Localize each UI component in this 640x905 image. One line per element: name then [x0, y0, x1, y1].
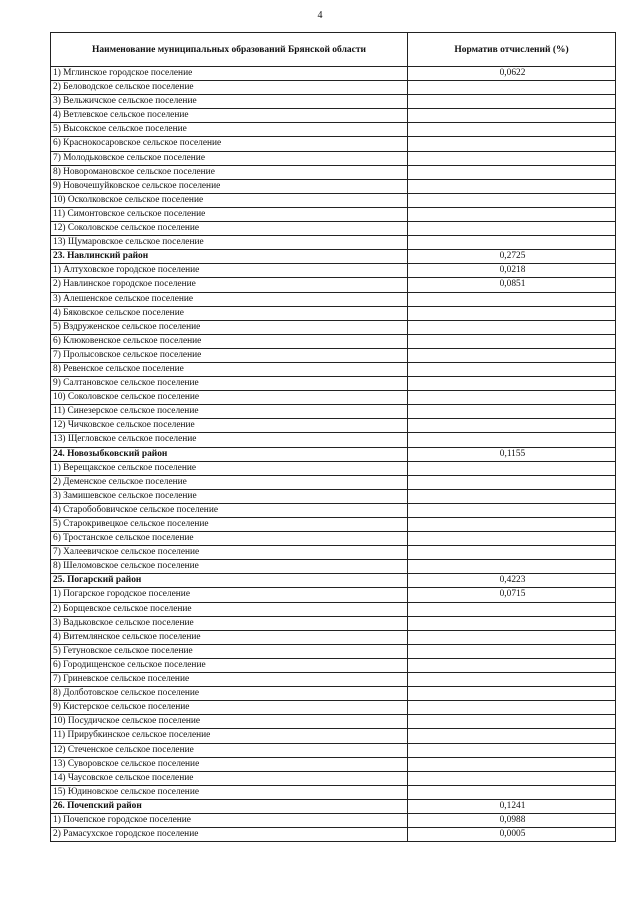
allocation-rate-cell — [408, 673, 616, 687]
settlement-name: 8) Шеломовское сельское поселение — [51, 560, 408, 574]
settlement-name: 2) Деменское сельское поселение — [51, 475, 408, 489]
table-row — [51, 743, 616, 757]
allocation-rate-cell — [408, 95, 616, 109]
district-name: 26. Почепский район — [51, 799, 408, 813]
allocation-table — [50, 32, 616, 842]
settlement-name: 12) Стеченское сельское поселение — [51, 743, 408, 757]
table-row — [51, 673, 616, 687]
table-row — [51, 306, 616, 320]
settlement-name: 9) Салтановское сельское поселение — [51, 377, 408, 391]
allocation-rate-cell — [408, 151, 616, 165]
allocation-rate-cell — [408, 236, 616, 250]
settlement-name: 8) Долботовское сельское поселение — [51, 687, 408, 701]
allocation-rate-cell: 0,1241 — [408, 799, 616, 813]
allocation-rate-cell — [408, 165, 616, 179]
table-row — [51, 503, 616, 517]
table-row — [51, 518, 616, 532]
allocation-rate-cell — [408, 701, 616, 715]
settlement-name: 9) Кистерское сельское поселение — [51, 701, 408, 715]
allocation-rate-cell — [408, 362, 616, 376]
table-row — [51, 193, 616, 207]
settlement-name: 10) Посудичское сельское поселение — [51, 715, 408, 729]
allocation-rate-cell — [408, 123, 616, 137]
allocation-rate-cell — [408, 419, 616, 433]
table-row — [51, 222, 616, 236]
allocation-rate-cell — [408, 729, 616, 743]
table-row — [51, 236, 616, 250]
table-row — [51, 419, 616, 433]
allocation-rate-cell — [408, 602, 616, 616]
allocation-rate-cell — [408, 109, 616, 123]
settlement-name: 13) Щумаровское сельское поселение — [51, 236, 408, 250]
settlement-name: 6) Краснокосаровское сельское поселение — [51, 137, 408, 151]
settlement-name: 3) Алешенское сельское поселение — [51, 292, 408, 306]
table-row — [51, 67, 616, 81]
allocation-rate-cell — [408, 715, 616, 729]
settlement-name: 1) Верещакское сельское поселение — [51, 461, 408, 475]
allocation-rate-cell — [408, 433, 616, 447]
allocation-rate-cell: 0,0851 — [408, 278, 616, 292]
allocation-rate-cell — [408, 743, 616, 757]
settlement-name: 3) Вельжичское сельское поселение — [51, 95, 408, 109]
allocation-rate-cell — [408, 475, 616, 489]
table-row — [51, 588, 616, 602]
table-row — [51, 616, 616, 630]
settlement-name: 3) Замишевское сельское поселение — [51, 489, 408, 503]
table-row — [51, 334, 616, 348]
settlement-name: 2) Навлинское городское поселение — [51, 278, 408, 292]
district-name: 25. Погарский район — [51, 574, 408, 588]
settlement-name: 14) Чаусовское сельское поселение — [51, 771, 408, 785]
table-row — [51, 461, 616, 475]
allocation-rate-cell — [408, 785, 616, 799]
table-row — [51, 630, 616, 644]
allocation-rate-column-header: Норматив отчислений (%) — [408, 33, 616, 67]
allocation-rate-cell: 0,0218 — [408, 264, 616, 278]
allocation-rate-cell: 0,0622 — [408, 67, 616, 81]
table-row — [51, 729, 616, 743]
table-row — [51, 391, 616, 405]
allocation-rate-cell — [408, 489, 616, 503]
table-row — [51, 658, 616, 672]
table-row — [51, 348, 616, 362]
table-row — [51, 757, 616, 771]
settlement-name: 15) Юдиновское сельское поселение — [51, 785, 408, 799]
table-row — [51, 602, 616, 616]
allocation-rate-cell: 0,0005 — [408, 828, 616, 842]
table-row — [51, 828, 616, 842]
settlement-name: 9) Новочешуйковское сельское поселение — [51, 179, 408, 193]
allocation-rate-cell — [408, 292, 616, 306]
allocation-rate-cell — [408, 518, 616, 532]
allocation-rate-cell: 0,2725 — [408, 250, 616, 264]
settlement-name: 10) Соколовское сельское поселение — [51, 391, 408, 405]
allocation-rate-cell — [408, 306, 616, 320]
settlement-name: 7) Халеевичское сельское поселение — [51, 546, 408, 560]
table-row — [51, 701, 616, 715]
allocation-rate-cell — [408, 193, 616, 207]
district-row — [51, 447, 616, 461]
table-header-row — [51, 33, 616, 67]
allocation-rate-cell — [408, 532, 616, 546]
table-row — [51, 264, 616, 278]
allocation-rate-cell: 0,4223 — [408, 574, 616, 588]
district-row — [51, 574, 616, 588]
settlement-name: 8) Новоромановское сельское поселение — [51, 165, 408, 179]
settlement-name: 2) Беловодское сельское поселение — [51, 81, 408, 95]
table-row — [51, 433, 616, 447]
table-row — [51, 813, 616, 827]
settlement-name: 5) Гетуновское сельское поселение — [51, 644, 408, 658]
allocation-rate-cell — [408, 391, 616, 405]
table-row — [51, 278, 616, 292]
allocation-rate-cell — [408, 644, 616, 658]
settlement-name: 4) Старобобовичское сельское поселение — [51, 503, 408, 517]
allocation-rate-cell — [408, 560, 616, 574]
table-row — [51, 179, 616, 193]
settlement-name: 6) Тростанское сельское поселение — [51, 532, 408, 546]
settlement-name: 1) Погарское городское поселение — [51, 588, 408, 602]
allocation-rate-cell — [408, 405, 616, 419]
settlement-name: 8) Ревенское сельское поселение — [51, 362, 408, 376]
settlement-name: 1) Алтуховское городское поселение — [51, 264, 408, 278]
table-row — [51, 292, 616, 306]
table-row — [51, 137, 616, 151]
table-row — [51, 715, 616, 729]
table-row — [51, 81, 616, 95]
table-row — [51, 475, 616, 489]
allocation-rate-cell — [408, 461, 616, 475]
table-row — [51, 95, 616, 109]
settlement-name: 5) Высокское сельское поселение — [51, 123, 408, 137]
settlement-name: 6) Городищенское сельское поселение — [51, 658, 408, 672]
table-row — [51, 771, 616, 785]
table-row — [51, 532, 616, 546]
settlement-name: 11) Симонтовское сельское поселение — [51, 207, 408, 221]
settlement-name: 12) Соколовское сельское поселение — [51, 222, 408, 236]
table-row — [51, 362, 616, 376]
allocation-rate-cell — [408, 503, 616, 517]
allocation-rate-cell: 0,1155 — [408, 447, 616, 461]
allocation-rate-cell — [408, 630, 616, 644]
settlement-name: 7) Пролысовское сельское поселение — [51, 348, 408, 362]
table-row — [51, 123, 616, 137]
page-number: 4 — [317, 10, 323, 21]
settlement-name: 12) Чичковское сельское поселение — [51, 419, 408, 433]
settlement-name: 13) Суворовское сельское поселение — [51, 757, 408, 771]
settlement-name: 7) Молодьковское сельское поселение — [51, 151, 408, 165]
allocation-rate-cell — [408, 320, 616, 334]
settlement-name: 6) Клюковенское сельское поселение — [51, 334, 408, 348]
district-row — [51, 799, 616, 813]
allocation-rate-cell — [408, 348, 616, 362]
district-name: 24. Новозыбковский район — [51, 447, 408, 461]
settlement-name: 10) Осколковское сельское поселение — [51, 193, 408, 207]
allocation-rate-cell — [408, 687, 616, 701]
settlement-name: 2) Борщевское сельское поселение — [51, 602, 408, 616]
table-row — [51, 377, 616, 391]
allocation-rate-cell — [408, 377, 616, 391]
settlement-name: 4) Витемлянское сельское поселение — [51, 630, 408, 644]
table-row — [51, 405, 616, 419]
allocation-rate-cell — [408, 81, 616, 95]
allocation-rate-cell — [408, 616, 616, 630]
settlement-name: 5) Вздруженское сельское поселение — [51, 320, 408, 334]
table-row — [51, 165, 616, 179]
allocation-rate-cell — [408, 546, 616, 560]
table-row — [51, 109, 616, 123]
table-body — [51, 67, 616, 842]
allocation-rate-cell — [408, 207, 616, 221]
allocation-rate-cell — [408, 179, 616, 193]
district-name: 23. Навлинский район — [51, 250, 408, 264]
allocation-rate-cell — [408, 658, 616, 672]
table-row — [51, 560, 616, 574]
table-row — [51, 151, 616, 165]
table-row — [51, 489, 616, 503]
settlement-name: 13) Щегловское сельское поселение — [51, 433, 408, 447]
allocation-rate-cell — [408, 757, 616, 771]
table-row — [51, 687, 616, 701]
settlement-name: 2) Рамасухское городское поселение — [51, 828, 408, 842]
allocation-rate-cell: 0,0988 — [408, 813, 616, 827]
allocation-rate-cell — [408, 222, 616, 236]
allocation-rate-cell — [408, 334, 616, 348]
settlement-name: 4) Ветлевское сельское поселение — [51, 109, 408, 123]
settlement-name: 4) Бяковское сельское поселение — [51, 306, 408, 320]
settlement-name: 1) Почепское городское поселение — [51, 813, 408, 827]
settlement-name: 1) Мглинское городское поселение — [51, 67, 408, 81]
allocation-rate-cell: 0,0715 — [408, 588, 616, 602]
settlement-name: 11) Прирубкинское сельское поселение — [51, 729, 408, 743]
allocation-rate-cell — [408, 771, 616, 785]
table-row — [51, 644, 616, 658]
table-row — [51, 785, 616, 799]
municipality-column-header: Наименование муниципальных образований Брянской области — [51, 33, 408, 67]
settlement-name: 7) Гриневское сельское поселение — [51, 673, 408, 687]
table-row — [51, 207, 616, 221]
settlement-name: 5) Старокривецкое сельское поселение — [51, 518, 408, 532]
table-row — [51, 546, 616, 560]
table-row — [51, 320, 616, 334]
district-row — [51, 250, 616, 264]
allocation-rate-cell — [408, 137, 616, 151]
settlement-name: 3) Вадьковское сельское поселение — [51, 616, 408, 630]
settlement-name: 11) Синезерское сельское поселение — [51, 405, 408, 419]
